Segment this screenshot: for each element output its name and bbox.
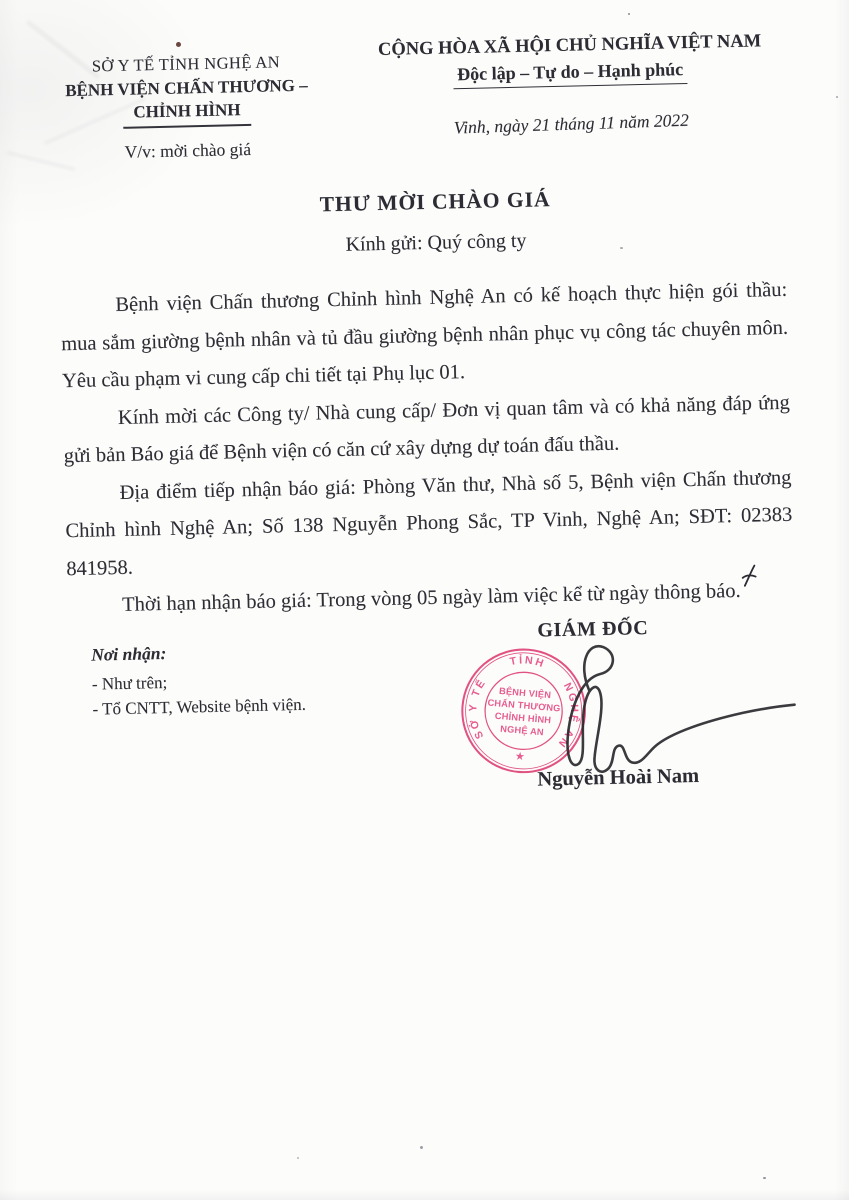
stamp-ring-text-right: NGHỆ AN xyxy=(554,680,581,751)
recipients-block xyxy=(91,640,306,722)
recipients-label: Nơi nhận: xyxy=(91,642,167,665)
stamp-center-line1: BỆNH VIỆN xyxy=(498,685,552,701)
issuer-org-line2-text: CHỈNH HÌNH xyxy=(123,100,251,129)
national-motto xyxy=(344,57,796,92)
stamp-center-line4: NGHỆ AN xyxy=(499,723,545,738)
issuer-org-line2 xyxy=(37,98,338,131)
letter-body xyxy=(60,272,794,626)
stamp-center-line2: CHẤN THƯƠNG xyxy=(487,697,561,714)
dateline: Vinh, ngày 21 tháng 11 năm 2022 xyxy=(453,109,690,138)
letter-subject: V/v: mời chào giá xyxy=(124,138,252,162)
paragraph-deadline: Thời hạn nhận báo giá: Trong vòng 05 ngày làm việc kể từ ngày thông báo. xyxy=(121,579,741,616)
issuer-org-line1: BỆNH VIỆN CHẤN THƯƠNG – xyxy=(64,75,308,101)
signer-name: Nguyễn Hoài Nam xyxy=(537,764,700,791)
issuer-block xyxy=(36,51,338,165)
recipient-item: - Tổ CNTT, Website bệnh viện. xyxy=(92,694,307,719)
handwritten-signature xyxy=(525,630,808,781)
salutation: Kính gửi: Quý công ty xyxy=(345,229,527,256)
pen-squiggle-icon xyxy=(740,563,759,589)
signer-role: GIÁM ĐỐC xyxy=(537,617,649,642)
letter-title: THƯ MỜI CHÀO GIÁ xyxy=(319,187,551,217)
stamp-star-icon: ★ xyxy=(514,750,526,764)
paragraph-address: Địa điểm tiếp nhận báo giá: Phòng Văn thư, Nhà số 5, Bệnh viện Chấn thương Chỉnh hình Nghệ An; Số 138 Nguyễn Phong Sắc, TP Vinh, Nghệ An; SĐT: 02383 841958. xyxy=(65,466,793,580)
recipient-item: - Như trên; xyxy=(91,672,168,694)
paragraph-invitation: Kính mời các Công ty/ Nhà cung cấp/ Đơn vị quan tâm và có khả năng đáp ứng gửi bản Báo giá để Bệnh viện có căn cứ xây dựng dự toán đấu thầu. xyxy=(63,391,790,468)
stamp-ring-text-top: TỈNH xyxy=(508,654,548,671)
national-motto-text: Độc lập – Tự do – Hạnh phúc xyxy=(453,59,688,89)
country-name: CỘNG HÒA XÃ HỘI CHỦ NGHĨA VIỆT NAM xyxy=(377,31,762,60)
national-header-block xyxy=(343,31,797,140)
stamp-ring-text-left: SỞ Y TẾ xyxy=(467,676,489,741)
issuer-parent-org: SỞ Y TẾ TỈNH NGHỆ AN xyxy=(91,52,281,76)
stamp-center-line3: CHỈNH HÌNH xyxy=(494,710,552,726)
paragraph-scope: Bệnh viện Chấn thương Chỉnh hình Nghệ An có kế hoạch thực hiện gói thầu: mua sắm giường bệnh nhân và tủ đầu giường bệnh nhân phục vụ công tác chuyên môn. Yêu cầu phạm vi cung cấp chi tiết tại Phụ lục 01. xyxy=(60,278,789,393)
